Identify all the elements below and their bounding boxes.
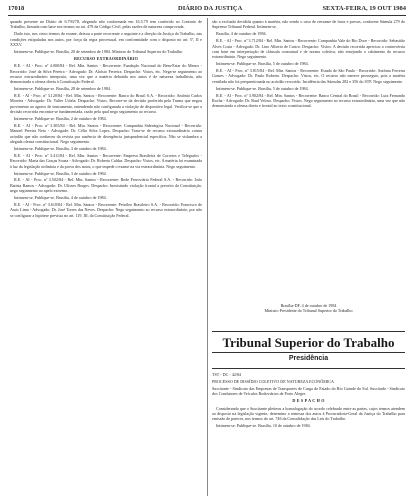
paragraph: são a exclusão decidida quanto à matéria, não sendo o caso de reexame de fatos e provas, conforme Súmula 279 do Supremo Tribunal Federal. Intimem-se. xyxy=(212,19,405,30)
paragraph: Intimem-se. Publique-se. Brasília, 5 de outubro de 1984. xyxy=(216,61,309,67)
paragraph: R.E. - AI - Proc. nº 3.305/84 - Rel. Min. Santos - Recorrente: Companhia Siderúrgica Nacional - Recorrido: Manoel Pereira Neto - Advogado: Dr. Célio Silva Lopes. Despacho: Trata-se de recurso extraordinário contra acórdão que não conheceu da revista por ausência de divergência jurisprudencial específica. Não se vislumbra a alegada ofensa constitucional. Nego seguimento. xyxy=(10,123,202,145)
paragraph: Intimem-se. Publique-se. Brasília, 5 de outubro de 1984. xyxy=(216,85,309,91)
signature-date: Brasília-DF, 4 de outubro de 1984 xyxy=(280,303,337,308)
paragraph: TST - DC - 42/84 xyxy=(212,372,242,377)
paragraph: Suscitante - Sindicato das Empresas de Transportes de Carga do Estado do Rio Grande do Sul. Suscitado - Sindicato dos Condutores de Veículos Rodoviários de Porto Alegre. xyxy=(212,385,405,397)
paragraph: Dado isto, nos cinco termos do exame, deixou a parte recorrente o seguinte e a direção da Justiça do Trabalho, nas condições estipuladas nos autos, por força da regra processual, em conformidade com o disposto no art. 5º, II e XXXV. xyxy=(10,31,202,47)
paragraph: R.E. - AI - Proc. nº 3.610/84 - Rel. Min. Santos - Recorrente: Petróleo Brasileiro S.A. - Recorrido: Francisco de Assis Lima - Advogado: Dr. José Torres das Neves. Despacho: Nego seguimento ao recurso extraordinário, por não se configurar a hipótese prevista no art. 119, III, da Constituição Federal. xyxy=(10,202,202,218)
paragraph: Considerando que o Suscitante pleiteou a homologação do acordo celebrado entre as partes, cujos termos atendem ao disposto na legislação vigente, determino a remessa dos autos à Procuradoria-Geral da Justiça do Trabalho para emissão de parecer, nos termos do art. 746 da Consolidação das Leis do Trabalho. xyxy=(212,405,405,422)
paragraph: R.E. - AI - Proc. nº 3.120/84 - Rel. Min. Santos - Recorrente: Banco do Brasil S.A. - Recorrido: Antônio Carlos Moreira - Advogado: Dr. Valter Uchôa. Despacho: Vistos. Recorre-se da decisão proferida pela Turma que negou provimento ao agravo de instrumento, entendendo não configurada a violação de dispositivo legal. Verifica-se que a decisão recorrida encontra-se fundamentada, razão pela qual nego seguimento ao recurso. xyxy=(10,93,202,115)
paragraph: Intimem-se. Publique-se. Brasília, 3 de outubro de 1984. xyxy=(14,145,107,151)
right-column-bottom xyxy=(212,372,405,496)
paragraph: R.E. - AI - Proc. nº 3.411/84 - Rel. Min. Santos - Recorrente: Empresa Brasileira de Correios e Telégrafos - Recorrido: Maria das Graças Souza - Advogado: Dr. Roberto Caldas. Despacho: Vistos, etc. A matéria foi examinada à luz da legislação ordinária e da prova dos autos, o que impede o exame na via extraordinária. Nego seguimento. xyxy=(10,152,202,169)
section-subtitle: Presidência xyxy=(288,355,329,362)
paragraph: Intimem-se. Publique-se. Brasília, 28 de setembro de 1984. xyxy=(14,86,111,92)
signature-block xyxy=(212,303,405,313)
paragraph: Intimem-se. Publique-se. Brasília, 10 de outubro de 1984. xyxy=(216,423,311,429)
paragraph: Intimem-se. Publique-se. Brasília, 3 de outubro de 1984. xyxy=(14,170,107,176)
paragraph: R.E. - AI - Proc. nº 3.902/84 - Rel. Min. Santos - Recorrente: Banco Central do Brasil - Recorrido: Luiz Fernando Rocha - Advogado: Dr. Raul Veloso. Despacho: Vistos. Nego seguimento ao recurso extraordinário, uma vez que não demonstrada a ofensa direta e frontal ao texto constitucional. xyxy=(212,92,405,109)
section-rule-mid xyxy=(212,352,405,353)
section-heading: D E S P A C H O xyxy=(292,398,325,404)
issue-date: SEXTA-FEIRA, 19 OUT 1984 xyxy=(322,5,406,12)
paragraph: Intimem-se. Publique-se. Brasília, 20 de setembro de 1984. Ministro do Tribunal Superior do Trabalho. xyxy=(14,48,183,54)
page-number: 17018 xyxy=(8,5,25,12)
left-column xyxy=(10,19,202,497)
paragraph: Intimem-se. Publique-se. Brasília, 2 de outubro de 1984. xyxy=(14,116,107,122)
column-divider xyxy=(207,18,208,496)
section-rule-top xyxy=(212,331,405,332)
paragraph: quando presente no Diário de 6.793/78, alegando não conformada em 16.5.79 tem conferido ao Contrato de Trabalho, firmada com base nos termos no art. 479 da Código Civil, pelas razões de natureza comprovada. xyxy=(10,19,202,30)
paragraph: Brasília, 4 de outubro de 1984. xyxy=(216,31,267,37)
section-heading: RECURSO EXTRAORDINÁRIO xyxy=(73,55,139,61)
right-column-top xyxy=(212,19,405,301)
paragraph: R.E. - AI - Proc. nº 3.502/84 - Rel. Min. Santos - Recorrente: Rede Ferroviária Federal S.A. - Recorrido: João Batista Ramos - Advogado: Dr. Ulisses Borges. Despacho: Inexistindo violação frontal a preceito da Constituição, nego seguimento ao apelo extremo. xyxy=(10,177,202,194)
header-rule xyxy=(8,15,406,16)
paragraph: R.E. - AI - Proc. nº 3.712/84 - Rel. Min. Santos - Recorrente: Companhia Vale do Rio Doce - Recorrido: Sebastião Alves Costa - Advogado: Dr. Lino Alberto de Castro. Despacho: Vistos. A decisão recorrida apreciou a controvérsia com base em interpretação de cláusula contratual e de norma coletiva, não ensejando o cabimento do recurso extraordinário. Nego seguimento. xyxy=(212,38,405,60)
journal-title: DIÁRIO DA JUSTIÇA xyxy=(178,5,243,12)
signature-name: Ministro Presidente do Tribunal Superior do Trabalho xyxy=(264,308,353,314)
paragraph: R.E. - AI - Proc. nº 3.815/84 - Rel. Min. Santos - Recorrente: Estado de São Paulo - Recorrido: Antônia Ferreira Gomes - Advogado: Dr. Paulo Roberto. Despacho: Vistos, etc. O recurso não merece prosseguir, pois a matéria ventilada não foi prequestionada no acórdão recorrido. Incidência das Súmulas 282 e 356 do STF. Nego seguimento. xyxy=(212,68,405,84)
court-title: Tribunal Superior do Trabalho xyxy=(222,335,395,350)
paragraph: PROCESSO DE DISSÍDIO COLETIVO DE NATUREZA ECONÔMICA xyxy=(212,378,334,384)
paragraph: R.E. - AI - Proc. nº 4.000/84 - Rel. Min. Santos - Recorrente: Fundação Nacional do Bem-Estar do Menor - Recorrido: José da Silva Pereira - Advogado: Dr. Aloísio Ferreira. Despacho: Vistos, etc. Nega-se seguimento ao recurso extraordinário interposto, uma vez que a matéria debatida nos autos é de natureza trabalhista, não demonstrada a ofensa direta à Constituição Federal. xyxy=(10,63,202,85)
paragraph: Intimem-se. Publique-se. Brasília, 4 de outubro de 1984. xyxy=(14,195,107,201)
section-rule-bottom xyxy=(212,368,405,369)
